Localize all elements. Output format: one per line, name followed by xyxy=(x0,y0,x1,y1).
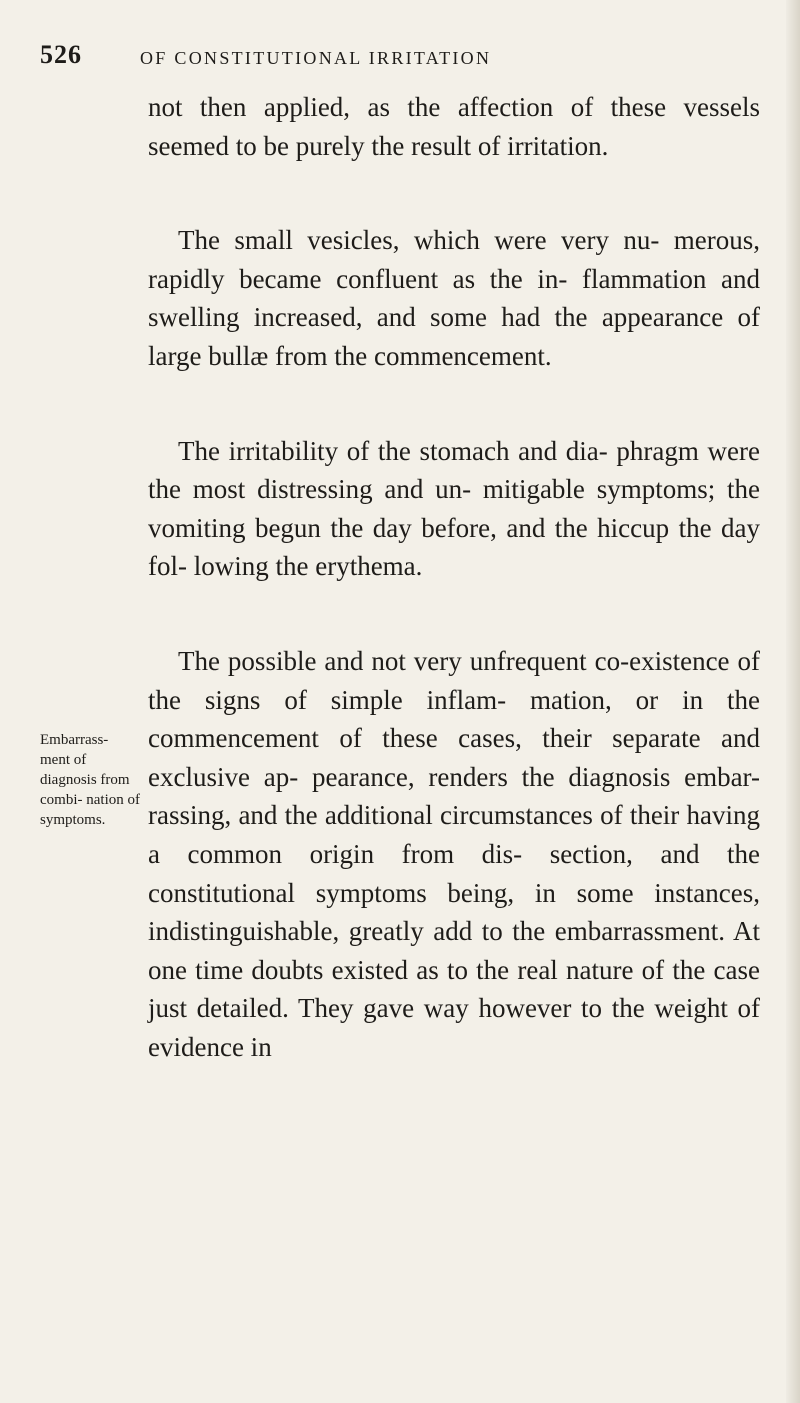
page-edge xyxy=(786,0,800,1403)
paragraph-1: not then applied, as the affection of these vessels seemed to be purely the result of irritation. xyxy=(148,92,760,161)
margin-note: Embarrass- ment of diagnosis from combi- nation of symptoms. xyxy=(40,732,140,828)
paragraph-2: The small vesicles, which were very nu- merous, rapidly became confluent as the in- flammation and swelling increased, and some had the appearance of large bullæ from the commencement. xyxy=(148,225,760,371)
body-text xyxy=(148,88,760,1066)
paragraph-3: The irritability of the stomach and dia- phragm were the most distressing and un- mitigable symptoms; the vomiting begun the day before, and the hiccup the day fol- lowing the erythema. xyxy=(148,435,760,582)
page-number: 526 xyxy=(40,40,82,69)
paragraph-4: The possible and not very unfrequent co-existence of the signs of simple inflam- mation, or in the commencement of these cases, their separate and exclusive ap- pearance, renders the diagnosis embar- rassing, and the additional circumstances of their having a common origin from dis- section, and the constitutional symptoms being, in some instances, indistinguishable, greatly add to the embarrassment. At one time doubts existed as to the real nature of the case just detailed. They gave way however to the weight of evidence in xyxy=(148,645,760,1062)
running-head: OF CONSTITUTIONAL IRRITATION xyxy=(140,48,492,68)
